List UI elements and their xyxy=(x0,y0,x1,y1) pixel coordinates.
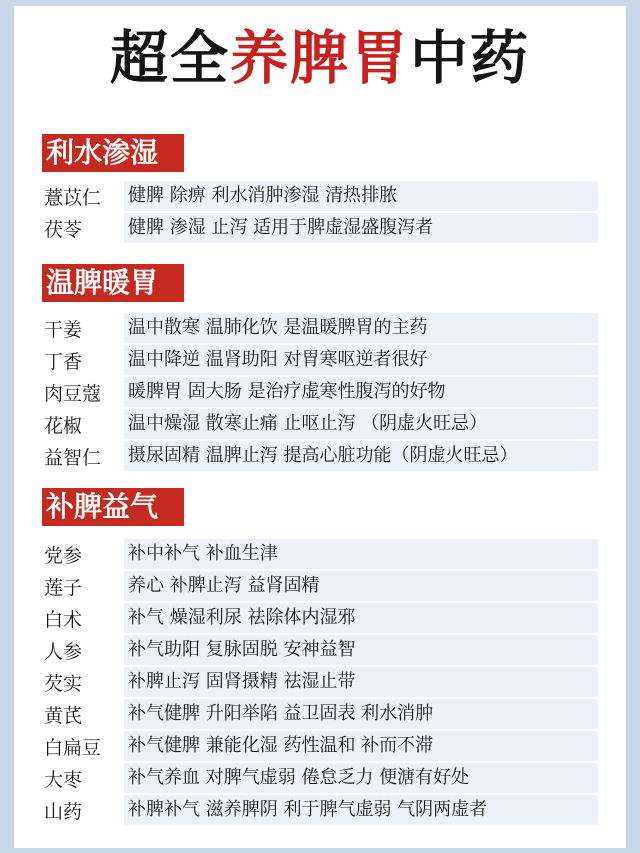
section-table-wenpi-nuanwei xyxy=(42,312,598,472)
herb-name: 芡实 xyxy=(44,672,83,695)
table-row xyxy=(42,602,598,634)
section-table-lishui-shenshi xyxy=(42,180,598,244)
herb-effects: 补气养血 对脾气虚弱 倦怠乏力 便溏有好处 xyxy=(124,763,598,793)
table-row xyxy=(42,794,598,826)
herb-name: 益智仁 xyxy=(44,446,102,469)
herb-effects: 补气助阳 复脉固脱 安神益智 xyxy=(124,635,598,665)
title-part-2: 养脾胃 xyxy=(229,24,410,92)
herb-effects: 健脾 除痹 利水消肿渗湿 清热排脓 xyxy=(124,181,598,211)
herb-name: 茯苓 xyxy=(44,218,83,241)
herb-effects: 补气健脾 兼能化湿 药性温和 补而不滞 xyxy=(124,731,598,761)
herb-name: 党参 xyxy=(44,544,83,567)
herb-name: 花椒 xyxy=(44,414,83,437)
herb-effects: 温中散寒 温肺化饮 是温暖脾胃的主药 xyxy=(124,313,598,343)
title-part-3: 中药 xyxy=(410,24,531,92)
table-row xyxy=(42,376,598,408)
herb-effects: 温中燥湿 散寒止痛 止呕止泻 （阴虚火旺忌） xyxy=(124,409,598,439)
herb-name: 白术 xyxy=(44,608,83,631)
table-row xyxy=(42,698,598,730)
herb-name: 山药 xyxy=(44,800,83,823)
herb-effects: 补气健脾 升阳举陷 益卫固表 利水消肿 xyxy=(124,699,598,729)
herb-name: 莲子 xyxy=(44,576,83,599)
section-header-bupi-yiqi: 补脾益气 xyxy=(42,488,184,526)
table-row xyxy=(42,666,598,698)
table-row xyxy=(42,762,598,794)
herb-name: 薏苡仁 xyxy=(44,186,102,209)
table-row xyxy=(42,312,598,344)
herb-effects: 补脾补气 滋养脾阴 利于脾气虚弱 气阴两虚者 xyxy=(124,795,598,825)
herb-effects: 补中补气 补血生津 xyxy=(124,539,598,569)
section-table-bupi-yiqi xyxy=(42,538,598,826)
herb-effects: 健脾 渗湿 止泻 适用于脾虚湿盛腹泻者 xyxy=(124,213,598,243)
herb-name: 黄芪 xyxy=(44,704,83,727)
herb-effects: 补气 燥湿利尿 祛除体内湿邪 xyxy=(124,603,598,633)
herb-name: 人参 xyxy=(44,640,83,663)
herb-name: 白扁豆 xyxy=(44,736,102,759)
table-row xyxy=(42,730,598,762)
table-row xyxy=(42,538,598,570)
herb-effects: 补脾止泻 固肾摄精 祛湿止带 xyxy=(124,667,598,697)
herb-name: 大枣 xyxy=(44,768,83,791)
table-row xyxy=(42,440,598,472)
section-header-wenpi-nuanwei: 温脾暖胃 xyxy=(42,264,184,302)
herb-effects: 摄尿固精 温脾止泻 提高心脏功能（阴虚火旺忌） xyxy=(124,441,598,471)
section-header-lishui-shenshi: 利水渗湿 xyxy=(42,134,184,172)
herb-name: 肉豆蔻 xyxy=(44,382,102,405)
herb-name: 干姜 xyxy=(44,318,83,341)
herb-effects: 暖脾胃 固大肠 是治疗虚寒性腹泻的好物 xyxy=(124,377,598,407)
herb-effects: 温中降逆 温肾助阳 对胃寒呕逆者很好 xyxy=(124,345,598,375)
page-title xyxy=(0,22,640,94)
table-row xyxy=(42,570,598,602)
table-row xyxy=(42,212,598,244)
table-row xyxy=(42,408,598,440)
herb-effects: 养心 补脾止泻 益肾固精 xyxy=(124,571,598,601)
herb-name: 丁香 xyxy=(44,350,83,373)
table-row xyxy=(42,344,598,376)
table-row xyxy=(42,634,598,666)
title-part-1: 超全 xyxy=(109,24,230,92)
table-row xyxy=(42,180,598,212)
